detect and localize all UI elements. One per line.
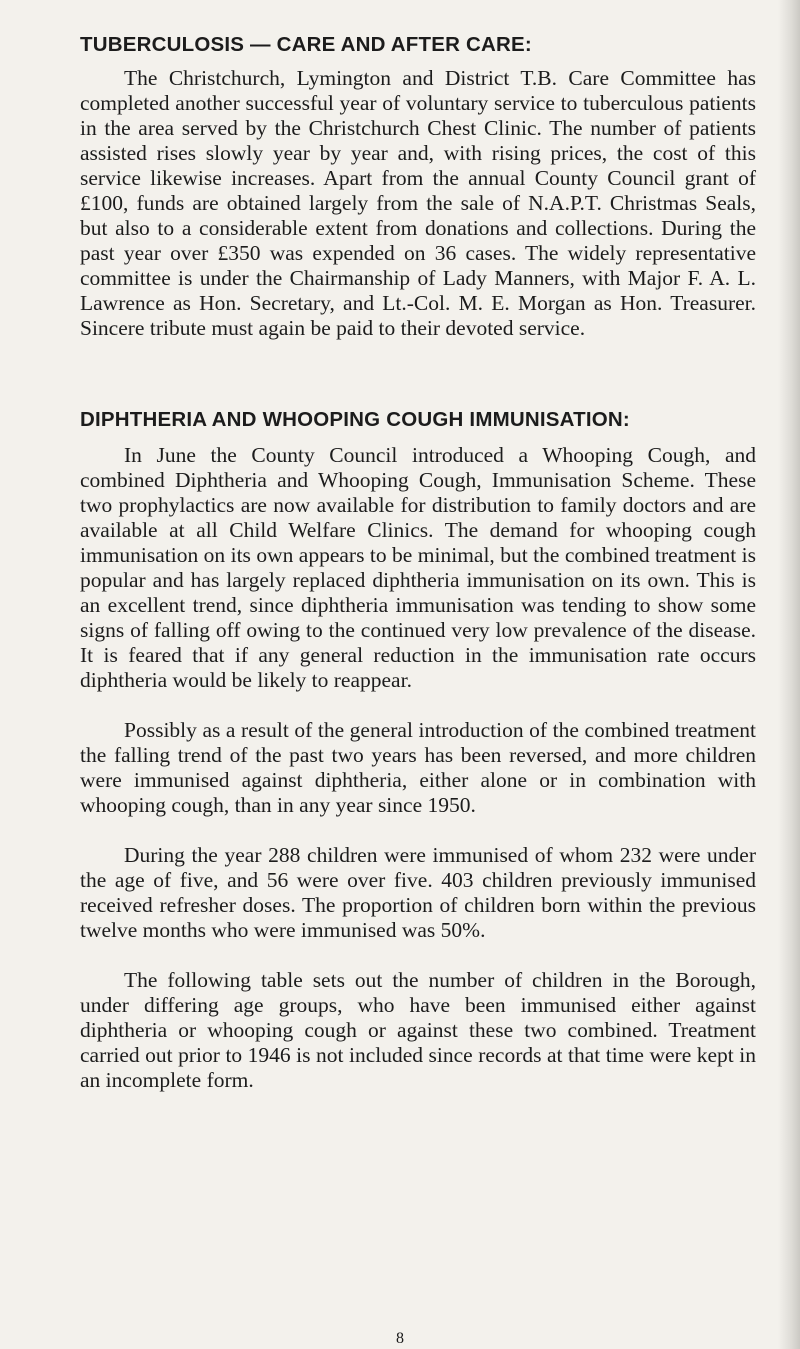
section-heading-immunisation: DIPHTHERIA AND WHOOPING COUGH IMMUNISATION: bbox=[80, 408, 630, 431]
paragraph-scheme-introduction: In June the County Council introduced a Whooping Cough, and combined Diphtheria and Whooping Cough, Immunisation Scheme. These two prophylactics are now available for distribution to family doctors and are available at all Child Welfare Clinics. The demand for whooping cough immunisation on its own appears to be minimal, but the combined treatment is popular and has largely replaced diphtheria immunisation on its own. This is an excellent trend, since diphtheria immunisation was tending to show some signs of falling off owing to the continued very low prevalence of the disease. It is feared that if any general reduction in the immunisation rate occurs diphtheria would be likely to reappear. bbox=[80, 443, 756, 692]
paragraph-immunisation-counts: During the year 288 children were immunised of whom 232 were under the age of five, and 56 were over five. 403 children previously immunised received refresher doses. The proportion of children born within the previous twelve months who were immunised was 50%. bbox=[80, 843, 756, 942]
section-spacer bbox=[80, 341, 756, 405]
section-heading-tuberculosis: TUBERCULOSIS — CARE AND AFTER CARE: bbox=[80, 33, 532, 56]
paragraph-tb-care-committee: The Christchurch, Lymington and District T.B. Care Committee has completed another successful year of voluntary service to tuberculous patients in the area served by the Christchurch Chest Clinic. The number of patients assisted rises slowly year by year and, with rising prices, the cost of this service likewise increases. Apart from the annual County Council grant of £100, funds are obtained largely from the sale of N.A.P.T. Christmas Seals, but also to a considerable extent from donations and collections. During the past year over £350 was expended on 36 cases. The widely representative committee is under the Chairmanship of Lady Manners, with Major F. A. L. Lawrence as Hon. Secretary, and Lt.-Col. M. E. Morgan as Hon. Treasurer. Sincere tribute must again be paid to their devoted service. bbox=[80, 66, 756, 340]
paragraph-table-intro: The following table sets out the number of children in the Borough, under differing age groups, who have been immunised either against diphtheria or whooping cough or against these two combined. Treatment carried out prior to 1946 is not included since records at that time were kept in an incomplete form. bbox=[80, 968, 756, 1092]
page-number: 8 bbox=[396, 1330, 404, 1347]
paragraph-trend-reversed: Possibly as a result of the general introduction of the combined treatment the falling trend of the past two years has been reversed, and more children were immunised against diphtheria, either alone or in combination with whooping cough, than in any year since 1950. bbox=[80, 718, 756, 817]
paragraph-spacer bbox=[80, 818, 756, 843]
paragraph-spacer bbox=[80, 693, 756, 718]
page-edge-shadow bbox=[778, 0, 800, 1349]
paragraph-spacer bbox=[80, 943, 756, 968]
